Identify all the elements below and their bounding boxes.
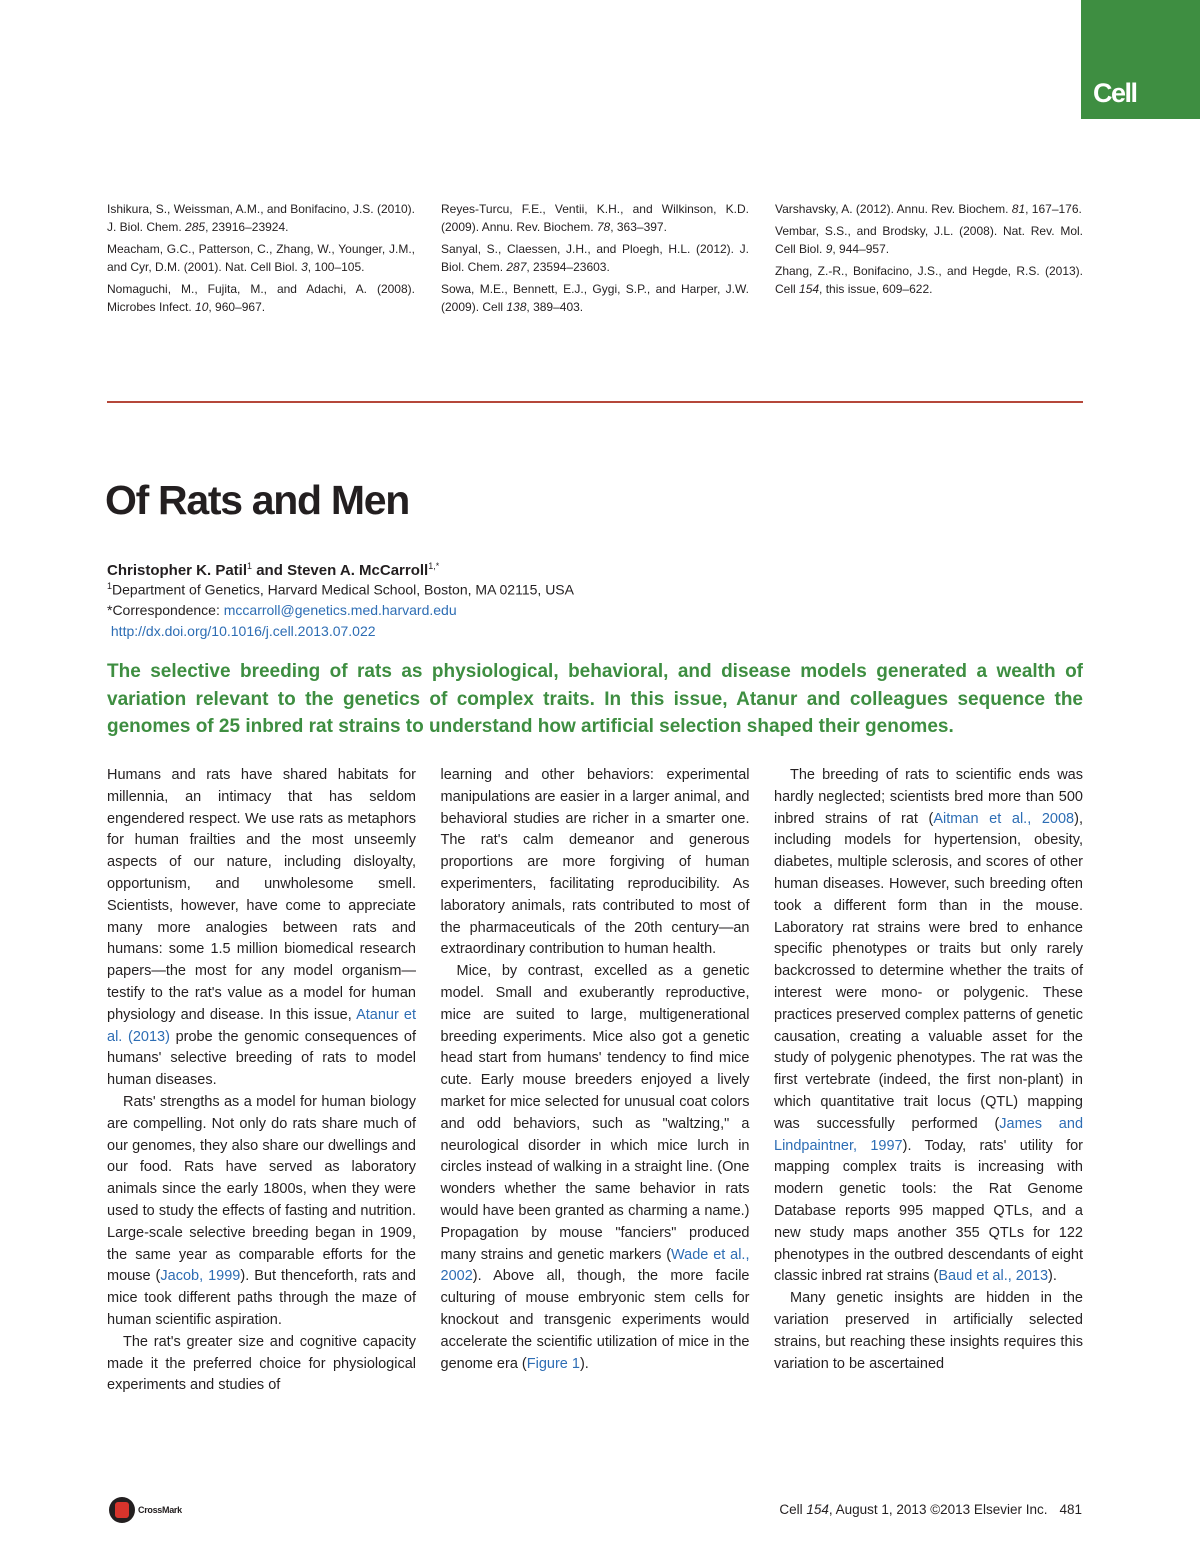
paragraph: learning and other behaviors: experimental manipulations are easier in a larger animal, and behavioral studies are richer in a smarter one. The rat's calm demeanor and generous proportions are more forgiving of human experimenters, facilitating reproducibility. As laboratory animals, rats contributed to most of the pharmaceuticals of the 20th century—an extraordinary contribution to human health. [440,767,750,958]
crossmark-label: CrossMark [138,1505,182,1515]
reference-item: Meacham, G.C., Patterson, C., Zhang, W., Younger, J.M., and Cyr, D.M. (2001). Nat. Cell Biol. 3, 100–105. [107,242,415,274]
reference-item: Reyes-Turcu, F.E., Ventii, K.H., and Wilkinson, K.D. (2009). Annu. Rev. Biochem. 78, 363–397. [441,202,749,234]
correspondence: *Correspondence: mccarroll@genetics.med.harvard.edu [107,602,457,619]
author-line: Christopher K. Patil$^1$ and Steven A. McCarroll$^{1,*}$ [107,561,440,579]
citation-link[interactable]: Baud et al., 2013 [938,1268,1049,1285]
reference-item: Nomaguchi, M., Fujita, M., and Adachi, A. (2008). Microbes Infect. 10, 960–967. [107,282,415,314]
citation-link[interactable]: Wade et al., 2002 [440,1246,750,1285]
reference-item: Sowa, M.E., Bennett, E.J., Gygi, S.P., and Harper, J.W. (2009). Cell 138, 389–403. [441,282,749,314]
paragraph: Humans and rats have shared habitats for millennia, an intimacy that has seldom engendered respect. We use rats as metaphors for human frailties and the most unseemly aspects of our nature, including disloyalty, opportunism, and unwholesome smell. Scientists, however, have come to appreciate many more analogies between rats and humans: some 1.5 million biomedical research papers—the most for any model organism—testify to the rat's value as a model for human physiology and disease. In this issue, Atanur et al. (2013) probe the genomic consequences of humans' selective breeding of rats to model human diseases. [107,767,416,1089]
body-column-3 [774,765,1083,1465]
reference-column-2 [441,200,749,320]
journal-badge [1081,0,1200,119]
doi [107,621,574,642]
reference-item: Vembar, S.S., and Brodsky, J.L. (2008). Nat. Rev. Mol. Cell Biol. 9, 944–957. [775,224,1083,256]
paragraph: The rat's greater size and cognitive capacity made it the preferred choice for physiological experiments and studies of [107,1333,416,1394]
reference-column-1 [107,200,415,320]
reference-list [107,200,1083,320]
abstract: The selective breeding of rats as physiological, behavioral, and disease models generated a wealth of variation relevant to the genetics of complex traits. In this issue, Atanur and colleagues sequence the genomes of 25 inbred rat strains to understand how artificial selection shaped their genomes. [107,661,1083,737]
reference-item: Ishikura, S., Weissman, A.M., and Bonifacino, J.S. (2010). J. Biol. Chem. 285, 23916–23924. [107,202,415,234]
body-column-1 [107,765,416,1465]
author-name: Christopher K. Patil [107,562,248,579]
reference-column-3 [775,200,1083,320]
citation-link[interactable]: Atanur et al. (2013) [107,1006,416,1045]
crossmark-icon [109,1497,135,1523]
section-divider [107,401,1083,403]
citation-link[interactable]: Aitman et al., 2008 [933,810,1075,827]
affiliation: $^1$Department of Genetics, Harvard Medical School, Boston, MA 02115, USA [107,581,574,598]
paragraph: The breeding of rats to scientific ends was hardly neglected; scientists bred more than 500 inbred strains of rat (Aitman et al., 2008), including models for hypertension, obesity, diabetes, multiple sclerosis, and scores of other human diseases. However, such breeding often took a different form than in the mouse. Laboratory rat strains were bred to enhance specific phenotypes or traits but only rarely backcrossed to determine whether the traits of interest were mono- or polygenic. These practices preserved complex patterns of genetic causation, creating a valuable asset for the study of polygenic phenotypes. The rat was the first vertebrate (indeed, the first non-plant) in which quantitative trait locus (QTL) mapping was successfully performed (James and Lindpaintner, 1997). Today, rats' utility for mapping complex traits is increasing with modern genetic tools: the Rat Genome Database reports 995 mapped QTLs, and a new study maps another 355 QTLs for 122 phenotypes in the outbred descendants of eight classic inbred rat strains (Baud et al., 2013). [774,767,1084,1285]
reference-item: Zhang, Z.-R., Bonifacino, J.S., and Hegde, R.S. (2013). Cell 154, this issue, 609–622. [775,264,1083,296]
doi-link[interactable]: http://dx.doi.org/10.1016/j.cell.2013.07.022 [110,622,376,639]
paragraph: Rats' strengths as a model for human biology are compelling. Not only do rats share much of our genomes, they also share our dwellings and our food. Rats have served as laboratory animals since the early 1800s, when they were used to study the effects of fasting and nutrition. Large-scale selective breeding began in 1909, the same year as comparable efforts for the mouse (Jacob, 1999). But thenceforth, rats and mice took different paths through the maze of human scientific aspiration. [107,1093,416,1328]
journal-badge-label: Cell [1093,78,1137,108]
crossmark-logo[interactable] [109,1497,182,1523]
article-body [107,765,1083,1465]
paragraph: Many genetic insights are hidden in the variation preserved in artificially selected strains, but reaching these insights requires this variation to be ascertained [774,1290,1083,1372]
article-title: Of Rats and Men [105,477,409,523]
reference-item: Varshavsky, A. (2012). Annu. Rev. Biochem. 81, 167–176. [775,202,1082,216]
reference-item: Sanyal, S., Claessen, J.H., and Ploegh, H.L. (2012). J. Biol. Chem. 287, 23594–23603. [441,242,749,274]
email-link[interactable]: mccarroll@genetics.med.harvard.edu [223,602,457,619]
citation-link[interactable]: James and Lindpaintner, 1997 [774,1115,1084,1154]
paragraph: Mice, by contrast, excelled as a genetic model. Small and exuberantly reproductive, mice are suited to large, multigenerational breeding experiments. Mice also got a genetic head start from humans' tendency to find mice cute. Early mouse breeders enjoyed a lively market for mice selected for unusual coat colors and odd behaviors, such as "waltzing," a neurological disorder in which mice lurch in circles instead of walking in a straight line. (One wonders whether the same behavior in rats would have been granted as charming a name.) Propagation by mouse "fanciers" produced many strains and genetic markers (Wade et al., 2002). Above all, though, the more facile culturing of mouse embryonic stem cells for knockout and transgenic experiments would accelerate the scientific utilization of mice in the genome era (Figure 1). [440,963,750,1372]
citation-link[interactable]: Jacob, 1999 [160,1268,241,1285]
body-column-2 [441,765,750,1465]
page-number: 481 [1059,1502,1082,1517]
page-footer: Cell 154, August 1, 2013 ©2013 Elsevier Inc. 481 [779,1502,1082,1517]
article-metadata [107,576,574,641]
author-name: Steven A. McCarroll [287,562,429,579]
figure-link[interactable]: Figure 1 [526,1355,580,1372]
